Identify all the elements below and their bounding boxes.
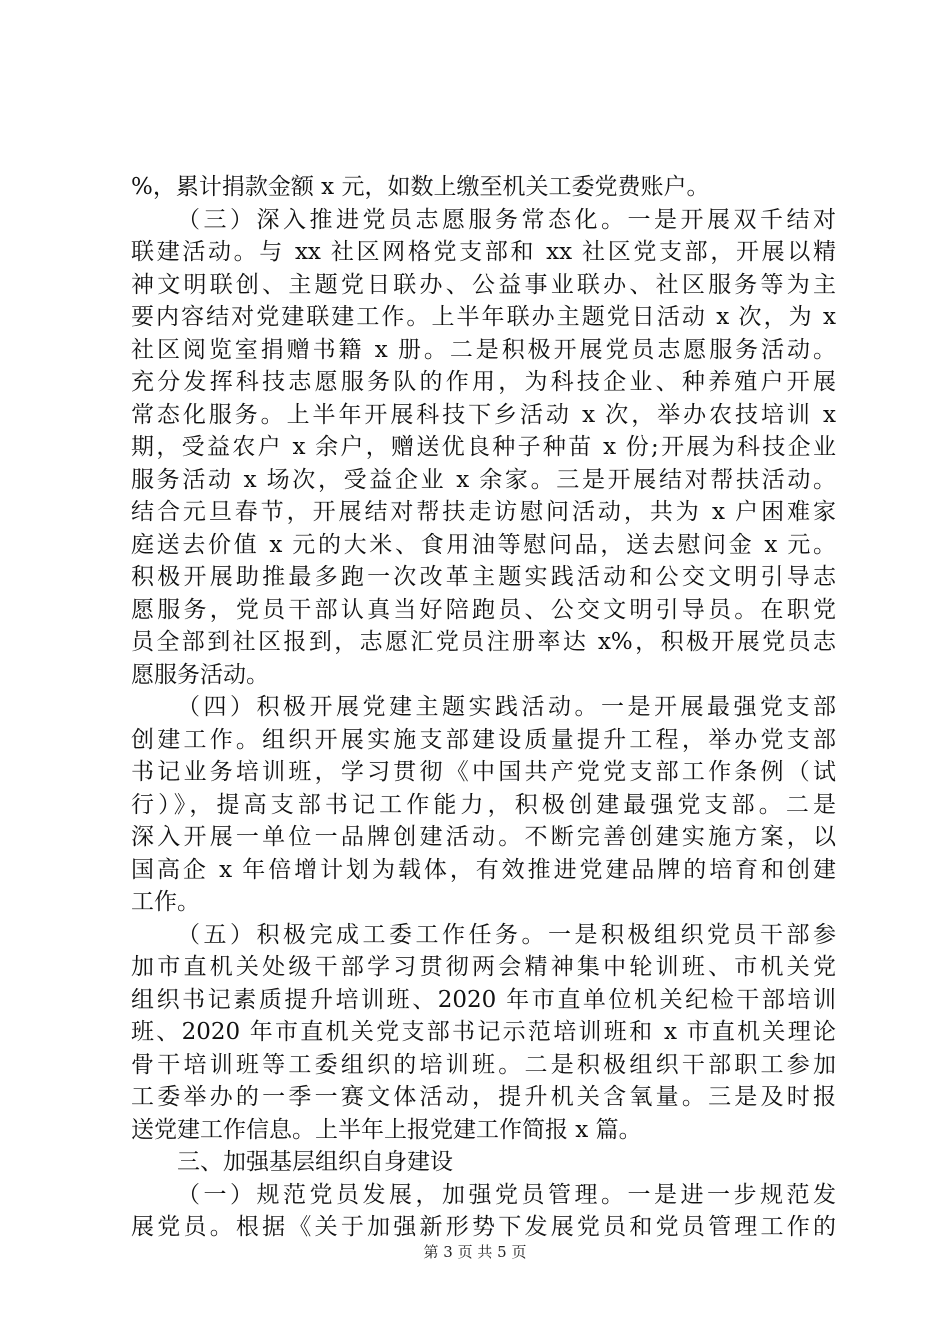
text-line: 国高企 x 年倍增计划为载体，有效推进党建品牌的培育和创建 (131, 856, 836, 883)
text-line: 组织书记素质提升培训班、2020 年市直单位机关纪检干部培训 (131, 986, 836, 1013)
section-heading: 三、加强基层组织自身建设 (177, 1149, 453, 1175)
text-line: （五）积极完成工委工作任务。一是积极组织党员干部参 (177, 921, 836, 948)
text-line: 书记业务培训班，学习贯彻《中国共产党党支部工作条例（试 (131, 759, 836, 785)
text-line: 期，受益农户 x 余户，赠送优良种子种苗 x 份;开展为科技企业 (131, 434, 836, 460)
text-line: （三）深入推进党员志愿服务常态化。一是开展双千结对 (177, 206, 836, 233)
text-line: 神文明联创、主题党日联办、公益事业联办、社区服务等为主 (131, 271, 836, 298)
text-line: 工作。 (131, 889, 200, 915)
text-line: 常态化服务。上半年开展科技下乡活动 x 次，举办农技培训 x (131, 401, 836, 428)
text-line: （一）规范党员发展，加强党员管理。一是进一步规范发 (177, 1181, 836, 1208)
document-body (131, 171, 836, 1244)
text-line: 庭送去价值 x 元的大米、食用油等慰问品，送去慰问金 x 元。 (131, 531, 836, 558)
text-line: 员全部到社区报到，志愿汇党员注册率达 x%，积极开展党员志 (131, 629, 836, 655)
text-line: 骨干培训班等工委组织的培训班。二是积极组织干部职工参加 (131, 1051, 836, 1078)
text-line: 创建工作。组织开展实施支部建设质量提升工程，举办党支部 (131, 726, 836, 753)
text-line: （四）积极开展党建主题实践活动。一是开展最强党支部 (177, 694, 836, 720)
text-line: 展党员。根据《关于加强新形势下发展党员和党员管理工作的 (131, 1214, 836, 1240)
text-line: 积极开展助推最多跑一次改革主题实践活动和公交文明引导志 (131, 564, 836, 590)
text-line: 愿服务活动。 (131, 661, 269, 688)
text-line: 充分发挥科技志愿服务队的作用，为科技企业、种养殖户开展 (131, 369, 836, 395)
text-line: 送党建工作信息。上半年上报党建工作简报 x 篇。 (131, 1116, 642, 1143)
text-line: 加市直机关处级干部学习贯彻两会精神集中轮训班、市机关党 (131, 954, 836, 980)
text-line: 服务活动 x 场次，受益企业 x 余家。三是开展结对帮扶活动。 (131, 466, 836, 493)
text-line: 联建活动。与 xx 社区网格党支部和 xx 社区党支部，开展以精 (131, 239, 836, 265)
text-line: %，累计捐款金额 x 元，如数上缴至机关工委党费账户。 (131, 174, 710, 200)
text-line: 结合元旦春节，开展结对帮扶走访慰问活动，共为 x 户困难家 (131, 499, 836, 525)
text-line: 要内容结对党建联建工作。上半年联办主题党日活动 x 次，为 x (131, 304, 836, 330)
text-line: 深入开展一单位一品牌创建活动。不断完善创建实施方案，以 (131, 824, 836, 850)
text-line: 行）》，提高支部书记工作能力，积极创建最强党支部。二是 (131, 791, 836, 818)
text-line: 班、2020 年市直机关党支部书记示范培训班和 x 市直机关理论 (131, 1019, 836, 1045)
page-number: 第 3 页 共 5 页 (423, 1243, 527, 1261)
text-line: 社区阅览室捐赠书籍 x 册。二是积极开展党员志愿服务活动。 (131, 336, 836, 363)
text-line: 愿服务，党员干部认真当好陪跑员、公交文明引导员。在职党 (131, 596, 836, 623)
text-line: 工委举办的一季一赛文体活动，提升机关含氧量。三是及时报 (131, 1084, 836, 1110)
